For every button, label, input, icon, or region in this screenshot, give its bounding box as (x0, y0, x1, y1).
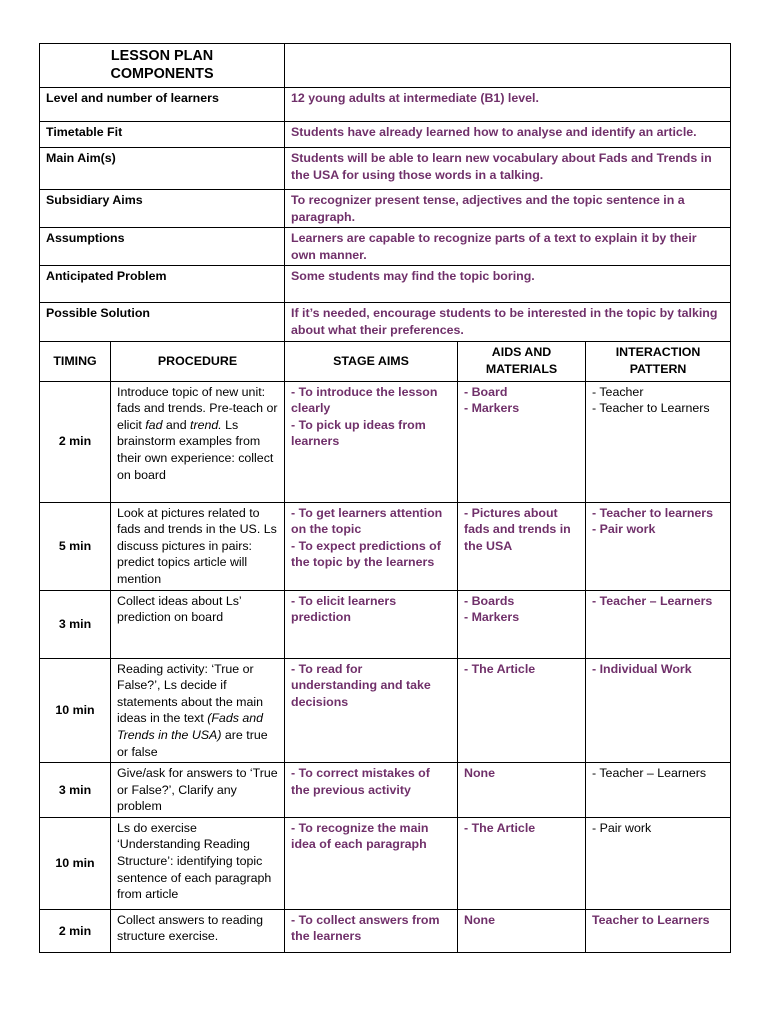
plan-value: Some students may find the topic boring. (285, 266, 731, 303)
stage-aids (458, 658, 586, 763)
procedure-term-trend: trend. (190, 417, 222, 432)
lesson-plan-table (39, 43, 731, 953)
stage-aids (458, 502, 586, 590)
procedure-text: and (162, 417, 191, 432)
stage-aim: - To pick up ideas from learners (291, 417, 426, 449)
stage-aid: - Boards (464, 593, 515, 608)
stage-timing: 3 min (40, 590, 111, 658)
header-interaction-line-1: INTERACTION (615, 345, 701, 360)
stage-procedure (111, 658, 285, 763)
stage-procedure: Collect ideas about Ls’ prediction on board (111, 590, 285, 658)
plan-label: Subsidiary Aims (40, 190, 285, 228)
stage-aims (285, 817, 458, 909)
stage-procedure: Ls do exercise ‘Understanding Reading Structure’: identifying topic sentence of each paragraph from article (111, 817, 285, 909)
stage-timing: 5 min (40, 502, 111, 590)
stage-timing: 3 min (40, 763, 111, 818)
stage-aids (458, 909, 586, 952)
stage-aid: - Markers (464, 401, 520, 416)
stage-aims (285, 502, 458, 590)
stage-row (40, 658, 731, 763)
stage-aim: - To get learners attention on the topic (291, 505, 443, 537)
stage-procedure (111, 381, 285, 502)
stage-timing: 10 min (40, 817, 111, 909)
stage-interaction (586, 909, 731, 952)
procedure-text: Ls brainstorm examples from their own experience: collect on board (117, 417, 274, 482)
stage-aim: - To correct mistakes of the previous activity (291, 766, 430, 797)
stage-row (40, 817, 731, 909)
header-aids-line-1: AIDS AND (491, 345, 552, 360)
plan-value: Learners are capable to recognize parts of a text to explain it by their own manner. (285, 228, 731, 266)
stage-timing: 10 min (40, 658, 111, 763)
interaction-pattern: - Teacher – Learners (592, 766, 707, 781)
plan-value: Students have already learned how to analyse and identify an article. (285, 122, 731, 148)
plan-value: If it’s needed, encourage students to be interested in the topic by talking about what their preferences. (285, 303, 731, 341)
stage-interaction (586, 817, 731, 909)
title-line-1: LESSON PLAN (110, 48, 214, 64)
stage-row (40, 502, 731, 590)
stage-aim: - To introduce the lesson clearly (291, 384, 438, 416)
lesson-plan-title (40, 44, 285, 88)
header-procedure: PROCEDURE (111, 341, 285, 381)
plan-row-problem (40, 266, 731, 303)
procedure-article-title: (Fads and Trends in the USA) (117, 711, 264, 742)
stage-aim: - To elicit learners prediction (291, 593, 397, 625)
interaction-pattern: - Teacher (592, 384, 644, 399)
stage-interaction (586, 502, 731, 590)
stage-aims (285, 381, 458, 502)
plan-row-solution (40, 303, 731, 341)
stage-row (40, 381, 731, 502)
header-interaction-line-2: PATTERN (629, 362, 687, 377)
header-stage-aims: STAGE AIMS (285, 341, 458, 381)
stage-timing: 2 min (40, 909, 111, 952)
interaction-pattern: - Teacher – Learners (592, 593, 713, 608)
stage-interaction (586, 590, 731, 658)
header-aids-line-2: MATERIALS (485, 362, 558, 377)
stage-row (40, 909, 731, 952)
plan-value: 12 young adults at intermediate (B1) level. (285, 88, 731, 122)
stage-row (40, 763, 731, 818)
interaction-pattern: - Pair work (592, 820, 652, 835)
plan-row-main-aims (40, 148, 731, 190)
plan-label: Main Aim(s) (40, 148, 285, 190)
stage-aim: - To expect predictions of the topic by the learners (291, 538, 441, 570)
interaction-pattern: - Teacher to Learners (592, 401, 710, 416)
plan-row-level (40, 88, 731, 122)
stage-aid: - Markers (464, 610, 520, 625)
stage-aids (458, 817, 586, 909)
title-line-2: COMPONENTS (110, 66, 214, 82)
procedure-text: Reading activity: ‘True or False?’, Ls decide if statements about the main ideas in the text (117, 661, 264, 726)
stage-timing: 2 min (40, 381, 111, 502)
interaction-pattern: - Individual Work (592, 661, 692, 676)
stage-procedure: Collect answers to reading structure exercise. (111, 909, 285, 952)
stage-header-row (40, 341, 731, 381)
stage-aims (285, 909, 458, 952)
stage-aim: - To read for understanding and take decisions (291, 661, 431, 709)
stage-aid: - The Article (464, 661, 536, 676)
plan-value: To recognizer present tense, adjectives and the topic sentence in a paragraph. (285, 190, 731, 228)
stage-aims (285, 658, 458, 763)
procedure-text: are true or false (117, 727, 268, 759)
stage-aids (458, 763, 586, 818)
procedure-term-fad: fad (145, 417, 163, 432)
plan-row-assumptions (40, 228, 731, 266)
plan-label: Anticipated Problem (40, 266, 285, 303)
plan-label: Level and number of learners (40, 88, 285, 122)
header-interaction (586, 341, 731, 381)
plan-label: Timetable Fit (40, 122, 285, 148)
title-row (40, 44, 731, 88)
header-aids (458, 341, 586, 381)
plan-label: Assumptions (40, 228, 285, 266)
plan-row-timetable (40, 122, 731, 148)
stage-interaction (586, 658, 731, 763)
stage-interaction (586, 763, 731, 818)
stage-aids (458, 381, 586, 502)
stage-aid: None (464, 766, 495, 781)
plan-value: Students will be able to learn new vocabulary about Fads and Trends in the USA for using those words in a talking. (285, 148, 731, 190)
plan-row-subsidiary (40, 190, 731, 228)
stage-procedure: Look at pictures related to fads and trends in the US. Ls discuss pictures in pairs: predict topics article will mention (111, 502, 285, 590)
stage-row (40, 590, 731, 658)
interaction-pattern: - Pair work (592, 522, 656, 537)
interaction-pattern: Teacher to Learners (592, 912, 710, 927)
plan-label: Possible Solution (40, 303, 285, 341)
title-empty-cell (285, 44, 731, 88)
stage-aim: - To recognize the main idea of each paragraph (291, 820, 429, 852)
stage-aid: - Pictures about fads and trends in the USA (464, 505, 571, 553)
stage-aim: - To collect answers from the learners (291, 912, 440, 944)
header-timing: TIMING (40, 341, 111, 381)
stage-aims (285, 590, 458, 658)
stage-aids (458, 590, 586, 658)
stage-interaction (586, 381, 731, 502)
stage-aid: None (464, 912, 495, 927)
stage-aid: - Board (464, 384, 508, 399)
interaction-pattern: - Teacher to learners (592, 505, 713, 520)
stage-aims (285, 763, 458, 818)
stage-aid: - The Article (464, 820, 536, 835)
procedure-text: Introduce topic of new unit: fads and trends. Pre-teach or elicit (117, 384, 278, 432)
stage-procedure: Give/ask for answers to ‘True or False?’, Clarify any problem (111, 763, 285, 818)
